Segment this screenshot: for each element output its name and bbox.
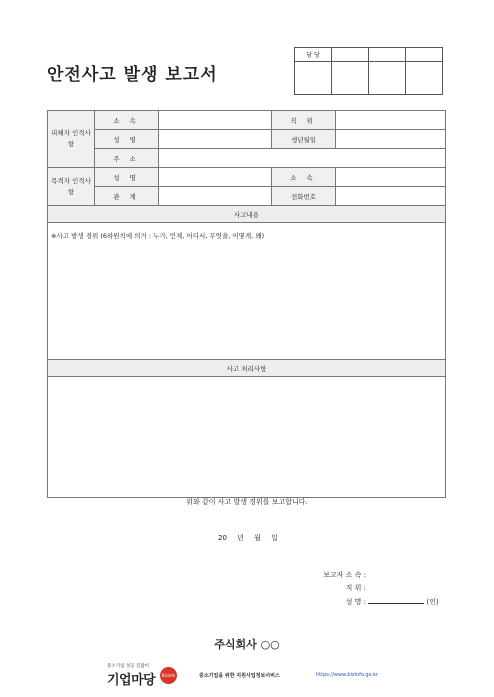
reporter-affiliation-label: 보고자 소 속 : [323,571,366,579]
reporter-position-row [310,583,366,593]
logo-slogan: 중소기업 성공 길잡이 [107,664,149,669]
handling-area[interactable] [48,377,446,498]
footer [0,663,494,693]
reporter-affiliation-row [310,570,366,580]
service-description: 중소기업을 위한 지원사업정보서비스 [199,673,280,679]
reporter-name-row [310,596,439,607]
site-link[interactable]: https://www.bizinfo.go.kr [316,672,379,678]
report-form [47,110,446,498]
report-date: 20 년 월 일 [218,534,278,542]
approval-label: 담 당 [295,48,332,62]
victim-affiliation-field[interactable] [159,111,272,130]
company-name: 주식회사 ○○ [214,638,280,651]
seal-label: (인) [426,598,439,606]
witness-relation-label: 관 계 [95,187,159,206]
reporter-name-label: 성 명 : [345,598,366,606]
witness-relation-field[interactable] [159,187,272,206]
victim-name-label: 성 명 [95,130,159,149]
logo-brand: 기업마당 [107,673,156,688]
content-area[interactable] [48,223,446,360]
victim-affiliation-label: 소 속 [95,111,159,130]
reporter-name-field[interactable] [368,596,424,604]
witness-group-label: 목격자 인적사항 [48,168,95,206]
page-title: 안전사고 발생 보고서 [47,65,218,85]
signature-cell[interactable] [406,62,443,95]
victim-birth-field[interactable] [336,130,446,149]
victim-group-label: 피해자 인적사항 [48,111,95,168]
victim-address-label: 주 소 [95,149,159,168]
signature-cell[interactable] [369,62,406,95]
approval-cell [406,48,443,62]
handling-header: 사고 처리사항 [48,360,446,377]
logo-badge-icon: Bizinfo [160,667,177,684]
approval-cell [332,48,369,62]
victim-position-label: 직 위 [272,111,336,130]
signature-cell[interactable] [295,62,332,95]
victim-position-field[interactable] [336,111,446,130]
content-note: ※사고 발생 경위 (6하원칙에 의거 : 누가, 언제, 어디서, 무엇을, 어떻게, 왜) [51,232,265,240]
victim-name-field[interactable] [159,130,272,149]
report-statement: 위와 같이 사고 발생 경위를 보고합니다. [186,498,308,506]
witness-name-label: 성 명 [95,168,159,187]
witness-phone-label: 전화번호 [272,187,336,206]
witness-phone-field[interactable] [336,187,446,206]
victim-birth-label: 생년월일 [272,130,336,149]
approval-box [294,47,443,95]
victim-address-field[interactable] [159,149,446,168]
signature-cell[interactable] [332,62,369,95]
witness-name-field[interactable] [159,168,272,187]
approval-cell [369,48,406,62]
content-header: 사고내용 [48,206,446,223]
reporter-position-label: 직 위 : [345,584,366,592]
witness-affiliation-label: 소 속 [272,168,336,187]
witness-affiliation-field[interactable] [336,168,446,187]
